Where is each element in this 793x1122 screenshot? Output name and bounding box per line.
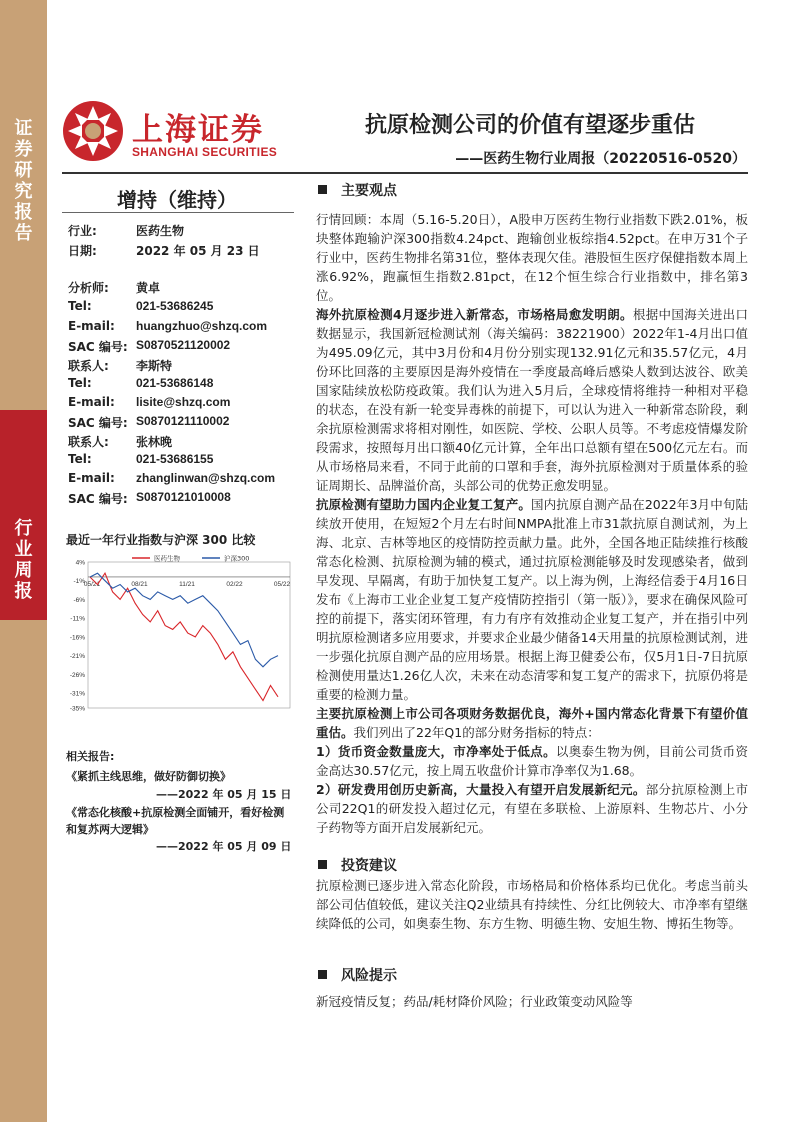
paragraph-valuation: 主要抗原检测上市公司各项财务数据优良，海外+国内常态化背景下有望价值重估。我们列出了22年Q1的部分财务指标的特点：	[316, 706, 748, 740]
paragraph-point-1: 1）货币资金数量庞大，市净率处于低点。以奥泰生物为例，目前公司货币资金高达30.57亿元，按上周五收盘价计算市净率仅为1.68。	[316, 744, 748, 778]
info-value: 021-53686245	[136, 299, 214, 313]
rating: 增持（维持）	[117, 188, 237, 212]
main-view-body	[316, 210, 748, 837]
info-label: E-mail:	[68, 395, 115, 409]
sidebar-top-text: 证 券 研 究 报 告	[14, 118, 33, 244]
info-row	[68, 357, 173, 374]
related-item-title[interactable]: 《紧抓主线思维，做好防御切换》	[66, 770, 231, 783]
related-item-date: ——2022 年 05 月 09 日	[156, 840, 292, 853]
info-row	[68, 242, 260, 259]
y-tick-label: -21%	[69, 653, 85, 661]
y-tick-label: -16%	[69, 634, 85, 642]
info-row	[68, 433, 173, 450]
info-row	[68, 490, 231, 507]
info-label: 分析师:	[68, 281, 109, 295]
legend-label: 医药生物	[154, 554, 180, 563]
info-label: E-mail:	[68, 319, 115, 333]
sidebar-mid-text: 行 业 周 报	[14, 518, 33, 602]
index-comparison-chart	[62, 548, 294, 714]
info-value: 李斯特	[136, 359, 173, 373]
main-view-heading: 主要观点	[318, 180, 397, 200]
legend-label: 沪深300	[224, 554, 250, 563]
y-tick-label: -31%	[69, 690, 85, 698]
info-row	[68, 376, 214, 390]
info-label: 联系人:	[68, 435, 109, 449]
square-bullet-icon	[318, 860, 327, 869]
info-value: S0870121010008	[136, 490, 231, 504]
report-subtitle: ——医药生物行业周报（20220516-0520）	[455, 151, 746, 167]
info-label: 日期:	[68, 244, 97, 258]
info-value: S0870121110002	[136, 414, 230, 428]
y-tick-label: -11%	[70, 615, 85, 623]
x-tick-label: 05/22	[273, 580, 291, 588]
paragraph-risk: 新冠疫情反复；药品/耗材降价风险；行业政策变动风险等	[316, 994, 633, 1009]
x-tick-label: 11/21	[179, 580, 195, 588]
risk-heading: 风险提示	[318, 965, 397, 985]
related-heading: 相关报告:	[66, 750, 115, 763]
info-label: 联系人:	[68, 359, 109, 373]
y-tick-label: -1%	[73, 578, 85, 586]
series-line-医药生物	[90, 573, 278, 700]
info-label: Tel:	[68, 376, 92, 390]
info-row	[68, 279, 161, 296]
square-bullet-icon	[318, 185, 327, 194]
risk-body	[316, 992, 748, 1011]
y-tick-label: -26%	[69, 671, 85, 679]
info-row	[68, 319, 268, 333]
company-logo	[62, 100, 292, 170]
x-tick-label: 05/21	[83, 580, 101, 588]
x-tick-label: 02/22	[226, 580, 243, 588]
related-item-title[interactable]: 《常态化核酸+抗原检测全面铺开，看好检测和复苏两大逻辑》	[66, 806, 285, 836]
info-row	[68, 414, 230, 431]
paragraph-market-review: 行情回顾：本周（5.16-5.20日），A股申万医药生物行业指数下跌2.01%，板块整体跑输沪深300指数4.24pct、跑输创业板综指4.52pct。在申万31个子行业中，医药生物排名第31位，整体表现欠佳。港股恒生医疗保健指数本周上涨6.92%，跑赢恒生指数2.81pct，在12个恒生综合行业指数中，排名第3位。	[316, 212, 748, 303]
info-row	[68, 299, 214, 313]
y-tick-label: -35%	[69, 705, 85, 713]
x-tick-label: 08/21	[131, 580, 148, 588]
info-value: 医药生物	[136, 224, 185, 238]
info-row	[68, 452, 214, 466]
info-row	[68, 338, 231, 355]
info-label: E-mail:	[68, 471, 115, 485]
header-divider	[62, 172, 748, 174]
y-tick-label: 4%	[75, 559, 85, 567]
info-value[interactable]: huangzhuo@shzq.com	[136, 319, 268, 333]
info-label: Tel:	[68, 299, 92, 313]
info-row	[68, 222, 185, 239]
info-row	[68, 395, 231, 409]
chart-title: 最近一年行业指数与沪深 300 比较	[66, 533, 256, 547]
info-label: SAC 编号:	[68, 340, 128, 354]
square-bullet-icon	[318, 970, 327, 979]
info-value[interactable]: zhanglinwan@shzq.com	[136, 471, 276, 485]
info-value: 2022 年 05 月 23 日	[136, 244, 260, 258]
invest-body	[316, 876, 748, 933]
info-label: 行业:	[68, 224, 97, 238]
sidebar	[0, 0, 47, 1122]
paragraph-domestic: 抗原检测有望助力国内企业复工复产。国内抗原自测产品在2022年3月中旬陆续放开使用，在短短2个月左右时间NMPA批准上市31款抗原自测试剂，为上海、北京、吉林等地区的疫情防控贡献力量。此外，全国各地正陆续推行核酸常态化检测、抗原检测为辅的模式，通过抗原检测能够及时发现感染者，做到早发现、早隔离，有助于加快复工复产。以上海为例，上海经信委于4月16日发布《上海市工业企业复工复产疫情防控指引（第一版）》，要求在确保风险可控的前提下，落实闭环管理，有力有序有效推动企业复工复产，并在指引中列明抗原检测诸多应用要求，并要求企业最少储备14天用量的抗原检测试剂，进一步强化抗原自测产品的应用场景。根据上海卫健委公布，仅5月1日-7日抗原检测使用量达1.26亿人次，未来在动态清零和复工复产的需求下，抗原仍将是重要的检测力量。	[316, 497, 748, 702]
related-item-date: ——2022 年 05 月 15 日	[156, 788, 292, 801]
info-label: Tel:	[68, 452, 92, 466]
info-row	[68, 471, 276, 485]
info-label: SAC 编号:	[68, 492, 128, 506]
info-value: 021-53686148	[136, 376, 214, 390]
logo-mark-icon	[62, 100, 124, 162]
info-value: 张林晚	[136, 435, 173, 449]
invest-heading: 投资建议	[318, 855, 397, 875]
paragraph-overseas: 海外抗原检测4月逐步进入新常态，市场格局愈发明朗。根据中国海关进出口数据显示，我国新冠检测试剂（海关编码：38221900）2022年1-4月出口值为495.09亿元，其中3月份和4月份分别实现132.91亿元和35.57亿元，4月份环比回落的主要原因是海外疫情在一季度最高峰后感染人数到达波谷、欧美国家陆续放松防疫政策。我们认为进入5月后，全球疫情将维持一种相对平稳的状态，在没有新一轮变异毒株的前提下，可以认为进入一种新常态阶段，剩余抗原检测需求将相对刚性，如医院、学校、公职人员等。不考虑疫情爆发阶段需求，按照每月出口额40亿元计算，全年出口总额有望在500亿元左右。而从市场格局来看，不同于此前的口罩和手套，海外抗原检测对于质量体系的验证周期长、品牌溢价高，头部公司的优势正愈发明显。	[316, 307, 748, 493]
paragraph-invest: 抗原检测已逐步进入常态化阶段，市场格局和价格体系均已优化。考虑当前头部公司估值较低，建议关注Q2业绩具有持续性、分红比例较大、市净率有望继续降低的公司，如奥泰生物、东方生物、明德生物、安旭生物、博拓生物等。	[316, 878, 748, 931]
info-label: SAC 编号:	[68, 416, 128, 430]
logo-en-text: SHANGHAI SECURITIES	[132, 145, 278, 159]
info-value: 021-53686155	[136, 452, 214, 466]
info-value: S0870521120002	[136, 338, 231, 352]
paragraph-point-2: 2）研发费用创历史新高，大量投入有望开启发展新纪元。部分抗原检测上市公司22Q1的研发投入超过亿元，有望在多联检、上游原料、生物芯片、小分子药物等方面开启发展新纪元。	[316, 782, 748, 835]
report-title: 抗原检测公司的价值有望逐步重估	[364, 113, 695, 138]
info-value: 黄卓	[136, 281, 161, 295]
y-tick-label: -6%	[73, 596, 85, 604]
info-value[interactable]: lisite@shzq.com	[136, 395, 231, 409]
logo-cn-text: 上海证券	[132, 112, 264, 148]
